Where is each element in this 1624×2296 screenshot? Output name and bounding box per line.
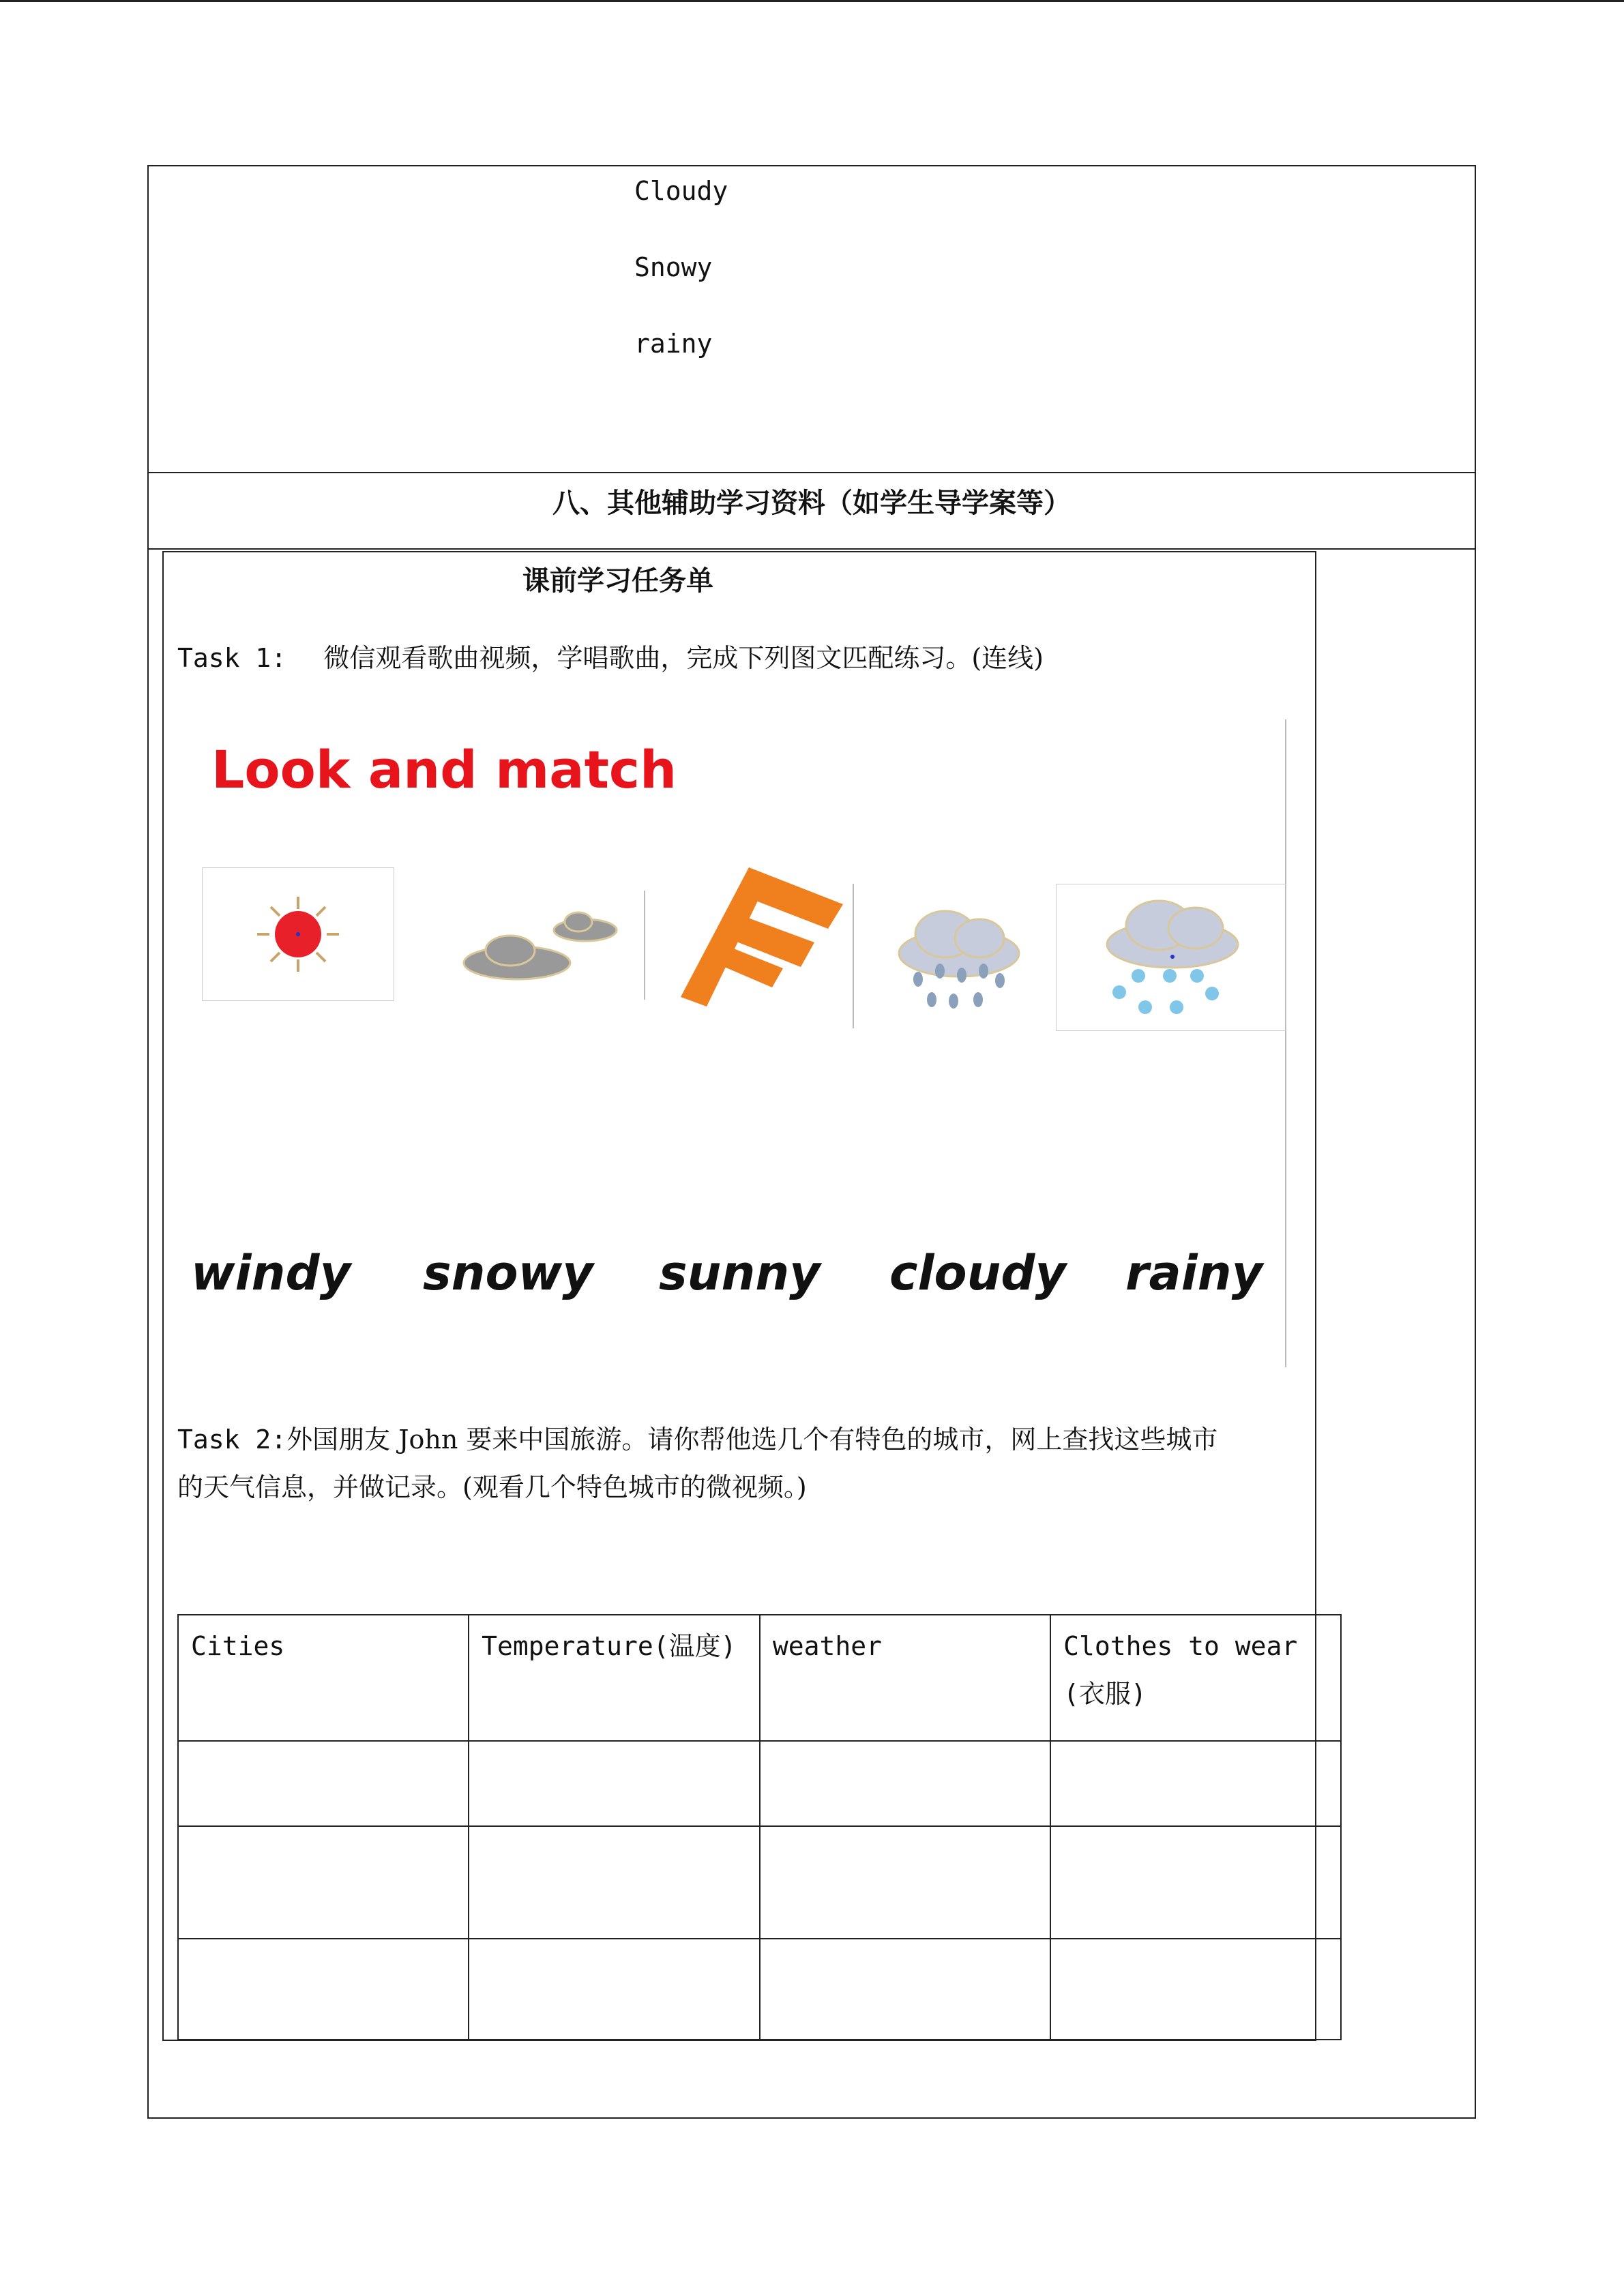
sunny-icon <box>203 868 394 1000</box>
task2-line-1 <box>177 1418 1217 1456</box>
table-cell[interactable] <box>760 1741 1050 1826</box>
table-row <box>178 1939 1341 2040</box>
task1-label: Task 1: <box>177 643 287 673</box>
table-cell[interactable] <box>1050 1826 1341 1939</box>
match-word: sunny <box>659 1245 821 1301</box>
header-weather: weather <box>760 1615 1050 1741</box>
windy-picture <box>681 867 844 1011</box>
task2-line-2: 的天气信息，并做记录。(观看几个特色城市的微视频。) <box>177 1472 807 1502</box>
table-cell[interactable] <box>469 1826 760 1939</box>
rainy-picture <box>891 899 1027 1022</box>
table-cell[interactable] <box>760 1939 1050 2040</box>
cloudy-icon <box>456 901 626 990</box>
header-temperature: Temperature(温度) <box>469 1615 760 1741</box>
task2-text-1: 外国朋友 John 要来中国旅游。请你帮他选几个有特色的城市，网上查找这些城市 <box>286 1425 1218 1455</box>
vocab-item: Cloudy <box>634 176 728 206</box>
cloudy-picture <box>456 901 626 990</box>
match-word: snowy <box>423 1245 593 1301</box>
image-edge <box>1285 719 1286 1367</box>
task2-label: Task 2: <box>177 1425 287 1455</box>
task1-line <box>177 637 1044 674</box>
rainy-icon <box>891 899 1027 1022</box>
image-divider <box>853 884 854 1028</box>
task1-text: 微信观看歌曲视频，学唱歌曲，完成下列图文匹配练习。(连线) <box>323 643 1044 673</box>
look-and-match-title: Look and match <box>211 739 677 800</box>
match-word: windy <box>191 1245 351 1301</box>
table-cell[interactable] <box>178 1741 469 1826</box>
table-row <box>178 1741 1341 1826</box>
section-heading: 八、其他辅助学习资料（如学生导学案等） <box>552 488 1071 519</box>
image-divider <box>644 891 645 1000</box>
snowy-picture <box>1056 884 1286 1031</box>
row-divider <box>147 472 1476 473</box>
sunny-picture <box>202 867 394 1001</box>
page-top-border <box>0 0 1624 2</box>
header-clothes: Clothes to wear(衣服) <box>1050 1615 1341 1741</box>
snowy-icon <box>1057 884 1286 1030</box>
table-row <box>178 1826 1341 1939</box>
table-cell[interactable] <box>469 1741 760 1826</box>
match-word: rainy <box>1125 1245 1263 1301</box>
table-cell[interactable] <box>760 1826 1050 1939</box>
weather-record-table <box>177 1614 1342 2040</box>
header-cities: Cities <box>178 1615 469 1741</box>
table-cell[interactable] <box>178 1939 469 2040</box>
row-divider <box>147 548 1476 550</box>
table-cell[interactable] <box>1050 1939 1341 2040</box>
match-word: cloudy <box>889 1245 1067 1301</box>
vocab-item: Snowy <box>634 252 713 282</box>
windy-icon <box>681 867 844 1011</box>
worksheet-title: 课前学习任务单 <box>522 565 713 597</box>
table-cell[interactable] <box>178 1826 469 1939</box>
table-header-row <box>178 1615 1341 1741</box>
table-cell[interactable] <box>469 1939 760 2040</box>
table-cell[interactable] <box>1050 1741 1341 1826</box>
vocab-item: rainy <box>634 329 713 359</box>
